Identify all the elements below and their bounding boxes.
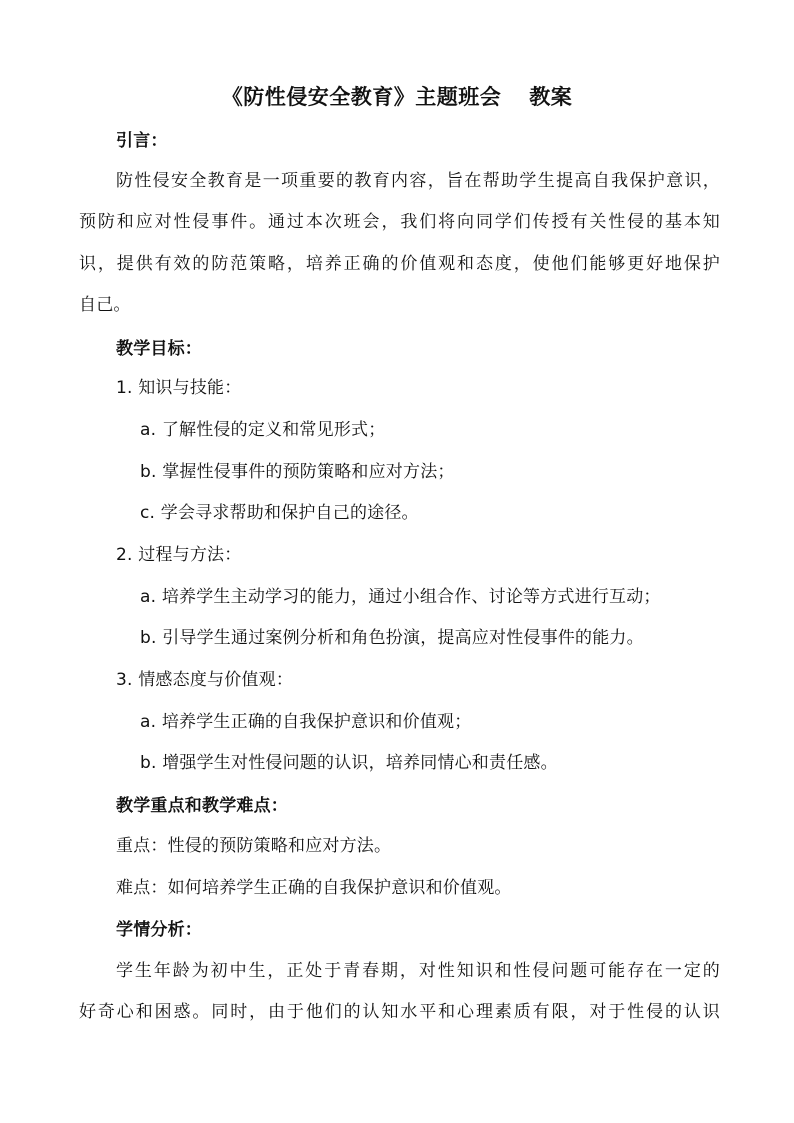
objective-item: a. 培养学生正确的自我保护意识和价值观； bbox=[140, 712, 472, 732]
objective-item: b. 增强学生对性侵问题的认识，培养同情心和责任感。 bbox=[140, 753, 558, 773]
objectives-heading: 教学目标： bbox=[116, 339, 202, 359]
title-tail: 教案 bbox=[529, 85, 573, 109]
objective-group-label: 2. 过程与方法： bbox=[116, 545, 242, 565]
intro-line: 预防和应对性侵事件。通过本次班会，我们将向同学们传授有关性侵的基本知 bbox=[79, 212, 720, 232]
objective-group-label: 3. 情感态度与价值观： bbox=[116, 670, 294, 690]
focus-heading: 教学重点和教学难点： bbox=[116, 796, 288, 816]
objective-item: c. 学会寻求帮助和保护自己的途径。 bbox=[140, 503, 419, 523]
key-point: 重点：性侵的预防策略和应对方法。 bbox=[116, 836, 392, 856]
objective-item: b. 引导学生通过案例分析和角色扮演，提高应对性侵事件的能力。 bbox=[140, 628, 644, 648]
difficulty: 难点：如何培养学生正确的自我保护意识和价值观。 bbox=[116, 878, 512, 898]
analysis-line: 好奇心和困惑。同时，由于他们的认知水平和心理素质有限，对于性侵的认识 bbox=[79, 1002, 720, 1022]
objective-item: a. 培养学生主动学习的能力，通过小组合作、讨论等方式进行互动； bbox=[140, 587, 661, 607]
intro-line: 识，提供有效的防范策略，培养正确的价值观和态度，使他们能够更好地保护 bbox=[79, 254, 720, 274]
intro-line: 防性侵安全教育是一项重要的教育内容，旨在帮助学生提高自我保护意识， bbox=[116, 171, 720, 191]
objective-item: a. 了解性侵的定义和常见形式； bbox=[140, 420, 386, 440]
intro-heading: 引言： bbox=[116, 131, 168, 151]
analysis-heading: 学情分析： bbox=[116, 920, 202, 940]
title-main: 《防性侵安全教育》主题班会 bbox=[221, 85, 502, 109]
objective-group-label: 1. 知识与技能： bbox=[116, 378, 242, 398]
objective-item: b. 掌握性侵事件的预防策略和应对方法； bbox=[140, 462, 455, 482]
analysis-line: 学生年龄为初中生，正处于青春期，对性知识和性侵问题可能存在一定的 bbox=[116, 961, 720, 981]
document-title bbox=[0, 84, 794, 110]
intro-line: 自己。 bbox=[79, 295, 131, 315]
